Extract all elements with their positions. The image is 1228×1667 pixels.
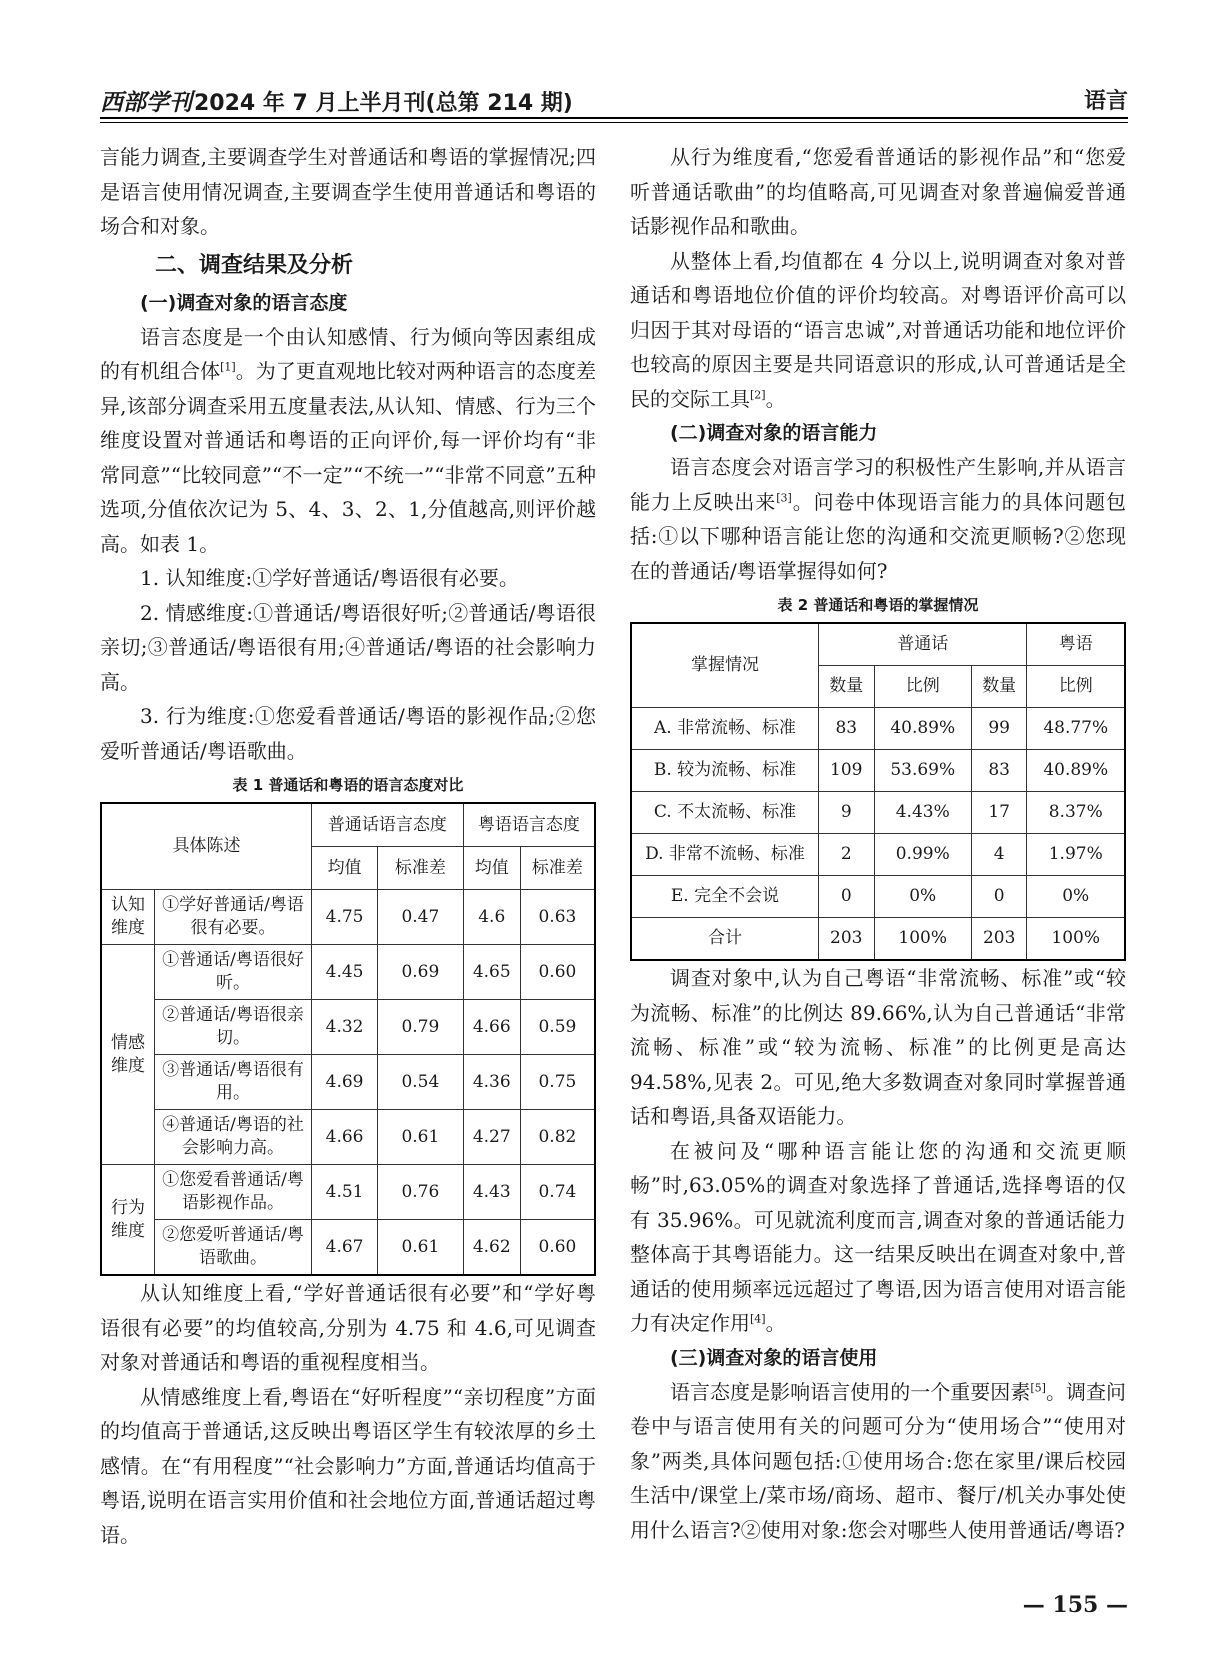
text: 。问卷中体现语言能力的具体问题包括:①以下哪种语言能让您的沟通和交流更顺畅?②您现在的普通话/粤语掌握得如何? — [630, 489, 1127, 583]
table-cell: 1.97% — [1027, 834, 1125, 876]
table-cell: 99 — [971, 708, 1027, 750]
table-header: 具体陈述 — [101, 803, 312, 890]
paragraph — [630, 244, 1126, 417]
table-cell: 合计 — [631, 918, 819, 961]
table-cell: 17 — [971, 792, 1027, 834]
table-2 — [630, 622, 1126, 961]
group-label: 情感维度 — [101, 945, 155, 1165]
group-label: 认知维度 — [101, 890, 155, 945]
citation: [4] — [750, 1312, 766, 1326]
table-cell: 203 — [971, 918, 1027, 961]
paragraph: 3. 行为维度:①您爱看普通话/粤语的影视作品;②您爱听普通话/粤语歌曲。 — [100, 704, 596, 763]
table-row — [101, 890, 595, 945]
table-cell: 4 — [971, 834, 1027, 876]
journal-logo: 西部学刊 — [100, 89, 192, 116]
table-header: 均值 — [463, 847, 520, 890]
table-row — [101, 1000, 595, 1055]
table-header: 比例 — [1027, 666, 1125, 708]
table-cell: 83 — [971, 750, 1027, 792]
table-cell: ③普通话/粤语很有用。 — [155, 1055, 312, 1110]
table-header: 标准差 — [378, 847, 464, 890]
table-row — [631, 792, 1125, 834]
table-cell: 2 — [819, 834, 875, 876]
table-cell: 4.69 — [312, 1055, 378, 1110]
table-cell: 4.75 — [312, 890, 378, 945]
table-header: 均值 — [312, 847, 378, 890]
page-header — [100, 84, 1128, 118]
table-cell: 0 — [819, 876, 875, 918]
header-rule — [100, 117, 1128, 119]
table-cell: ①学好普通话/粤语很有必要。 — [155, 890, 312, 945]
citation: [3] — [776, 490, 792, 504]
text: 。 — [765, 386, 786, 411]
table-header: 掌握情况 — [631, 623, 819, 708]
text: 语言态度是一个由认知感情、行为倾向等因素组成的有机组合体 — [100, 324, 596, 383]
right-column — [630, 140, 1126, 1547]
table-cell: ①您爱看普通话/粤语影视作品。 — [155, 1165, 312, 1220]
table-row — [631, 876, 1125, 918]
table-row — [631, 750, 1125, 792]
paragraph — [630, 450, 1126, 588]
page-number: — 155 — — [1022, 1592, 1128, 1618]
text: 。调查问卷中与语言使用有关的问题可分为“使用场合”“使用对象”两类,具体问题包括:①使用场合:您在家里/课后校园生活中/课堂上/菜市场/商场、超市、餐厅/机关办事处使用什么语言?②使用对象:您会对哪些人使用普通话/粤语? — [630, 1379, 1127, 1542]
section-name: 语言 — [1083, 89, 1128, 114]
table-cell: 109 — [819, 750, 875, 792]
paragraph: 调查对象中,认为自己粤语“非常流畅、标准”或“较为流畅、标准”的比例达 89.66%,认为自己普通话“非常流畅、标准”或“较为流畅、标准”的比例更是高达 94.58%,见表 2。可见,绝大多数调查对象同时掌握普通话和粤语,具备双语能力。 — [630, 966, 1126, 1128]
section-heading: 二、调查结果及分析 — [155, 252, 354, 278]
paragraph: 从情感维度上看,粤语在“好听程度”“亲切程度”方面的均值高于普通话,这反映出粤语区学生有较浓厚的乡土感情。在“有用程度”“社会影响力”方面,普通话均值高于粤语,说明在语言实用价值和社会地位方面,普通话超过粤语。 — [100, 1384, 596, 1547]
table-row — [631, 834, 1125, 876]
text: 。为了更直观地比较对两种语言的态度差异,该部分调查采用五度量表法,从认知、情感、行为三个维度设置对普通话和粤语的正向评价,每一评价均有“非常同意”“比较同意”“不一定”“不统一”“非常不同意”五种选项,分值依次记为 5、4、3、2、1,分值越高,则评价越高。如表 1。 — [100, 359, 597, 556]
paragraph — [630, 1134, 1126, 1341]
table-header: 普通话语言态度 — [312, 803, 464, 847]
table-header: 比例 — [874, 666, 971, 708]
table-1 — [100, 802, 596, 1276]
table-caption: 表 1 普通话和粤语的语言态度对比 — [232, 776, 464, 794]
table-cell: 4.67 — [312, 1220, 378, 1276]
table-cell: 8.37% — [1027, 792, 1125, 834]
header-rule-thin — [100, 122, 1128, 123]
table-row — [631, 918, 1125, 961]
table-cell: E. 完全不会说 — [631, 876, 819, 918]
table-cell: 100% — [1027, 918, 1125, 961]
table-cell: 40.89% — [1027, 750, 1125, 792]
table-cell: 83 — [819, 708, 875, 750]
table-cell: 0.60 — [520, 945, 595, 1000]
paragraph: 言能力调查,主要调查学生对普通话和粤语的掌握情况;四是语言使用情况调查,主要调查学生使用普通话和粤语的场合和对象。 — [100, 145, 596, 238]
table-cell: 0.61 — [378, 1110, 464, 1165]
table-row — [631, 708, 1125, 750]
subsection-heading: (一)调查对象的语言态度 — [140, 291, 348, 314]
table-cell: B. 较为流畅、标准 — [631, 750, 819, 792]
table-cell: 4.43% — [874, 792, 971, 834]
table-header: 普通话 — [819, 623, 1027, 666]
table-cell: 0.61 — [378, 1220, 464, 1276]
table-row — [101, 945, 595, 1000]
table-cell: 4.6 — [463, 890, 520, 945]
table-cell: 0.74 — [520, 1165, 595, 1220]
subsection-heading: (二)调查对象的语言能力 — [670, 422, 878, 444]
citation: [5] — [1030, 1380, 1046, 1394]
table-cell: 0% — [874, 876, 971, 918]
table-cell: 0.69 — [378, 945, 464, 1000]
paragraph — [630, 1375, 1126, 1548]
paragraph: 从行为维度看,“您爱看普通话的影视作品”和“您爱听普通话歌曲”的均值略高,可见调查对象普遍偏爱普通话影视作品和歌曲。 — [630, 145, 1126, 238]
table-cell: 53.69% — [874, 750, 971, 792]
table-cell: 0.63 — [520, 890, 595, 945]
table-cell: A. 非常流畅、标准 — [631, 708, 819, 750]
table-cell: 100% — [874, 918, 971, 961]
table-cell: ④普通话/粤语的社会影响力高。 — [155, 1110, 312, 1165]
issue-info: 2024 年 7 月上半月刊(总第 214 期) — [194, 91, 573, 116]
table-row — [101, 1110, 595, 1165]
paragraph: 2. 情感维度:①普通话/粤语很好听;②普通话/粤语很亲切;③普通话/粤语很有用;④普通话/粤语的社会影响力高。 — [100, 600, 596, 694]
paragraph: 1. 认知维度:①学好普通话/粤语很有必要。 — [140, 566, 519, 590]
table-cell: 0.47 — [378, 890, 464, 945]
table-cell: 0.59 — [520, 1000, 595, 1055]
table-cell: 0 — [971, 876, 1027, 918]
table-cell: D. 非常不流畅、标准 — [631, 834, 819, 876]
table-cell: 0% — [1027, 876, 1125, 918]
table-cell: 4.66 — [312, 1110, 378, 1165]
table-cell: ②您爱听普通话/粤语歌曲。 — [155, 1220, 312, 1276]
table-cell: 4.32 — [312, 1000, 378, 1055]
table-cell: 4.45 — [312, 945, 378, 1000]
subsection-heading: (三)调查对象的语言使用 — [670, 1346, 878, 1369]
paragraph — [100, 320, 596, 562]
table-row — [101, 1165, 595, 1220]
table-cell: 203 — [819, 918, 875, 961]
text: 在被问及“哪种语言能让您的沟通和交流更顺畅”时,63.05%的调查对象选择了普通话,选择粤语的仅有 35.96%。可见就流利度而言,调查对象的普通话能力整体高于其粤语能力。这一结果反映出在调查对象中,普通话的使用频率远远超过了粤语,因为语言使用对语言能力有决定作用 — [630, 1138, 1126, 1335]
table-cell: 0.75 — [520, 1055, 595, 1110]
citation: [1] — [220, 360, 236, 374]
table-cell: 4.51 — [312, 1165, 378, 1220]
table-header: 数量 — [819, 666, 875, 708]
table-cell: 4.65 — [463, 945, 520, 1000]
table-cell: ②普通话/粤语很亲切。 — [155, 1000, 312, 1055]
table-cell: 0.76 — [378, 1165, 464, 1220]
table-cell: 0.99% — [874, 834, 971, 876]
text: 。 — [765, 1311, 786, 1335]
journal-title — [100, 84, 573, 117]
text: 语言态度会对语言学习的积极性产生影响,并从语言能力上反映出来 — [630, 455, 1126, 514]
table-cell: C. 不太流畅、标准 — [631, 792, 819, 834]
table-row — [101, 1220, 595, 1276]
table-caption: 表 2 普通话和粤语的掌握情况 — [777, 596, 979, 614]
paragraph: 从认知维度上看,“学好普通话很有必要”和“学好粤语很有必要”的均值较高,分别为 4.75 和 4.6,可见调查对象对普通话和粤语的重视程度相当。 — [100, 1281, 596, 1374]
table-cell: 4.66 — [463, 1000, 520, 1055]
left-column — [100, 140, 596, 1552]
table-header: 粤语 — [1027, 623, 1125, 666]
text: 从整体上看,均值都在 4 分以上,说明调查对象对普通话和粤语地位价值的评价均较高。对粤语评价高可以归因于其对母语的“语言忠诚”,对普通话功能和地位评价也较高的原因主要是共同语意识的形成,认可普通话是全民的交际工具 — [630, 248, 1126, 411]
table-cell: 0.54 — [378, 1055, 464, 1110]
table-cell: 4.27 — [463, 1110, 520, 1165]
text: 语言态度是影响语言使用的一个重要因素 — [670, 1379, 1031, 1404]
table-cell: 4.36 — [463, 1055, 520, 1110]
table-cell: 48.77% — [1027, 708, 1125, 750]
table-header: 标准差 — [520, 847, 595, 890]
table-cell: 4.62 — [463, 1220, 520, 1276]
citation: [2] — [750, 387, 766, 401]
table-header: 粤语语言态度 — [463, 803, 595, 847]
table-cell: ①普通话/粤语很好听。 — [155, 945, 312, 1000]
table-cell: 40.89% — [874, 708, 971, 750]
table-cell: 0.82 — [520, 1110, 595, 1165]
table-row — [101, 1055, 595, 1110]
group-label: 行为维度 — [101, 1165, 155, 1276]
table-cell: 4.43 — [463, 1165, 520, 1220]
table-cell: 0.60 — [520, 1220, 595, 1276]
table-header: 数量 — [971, 666, 1027, 708]
table-cell: 9 — [819, 792, 875, 834]
table-cell: 0.79 — [378, 1000, 464, 1055]
